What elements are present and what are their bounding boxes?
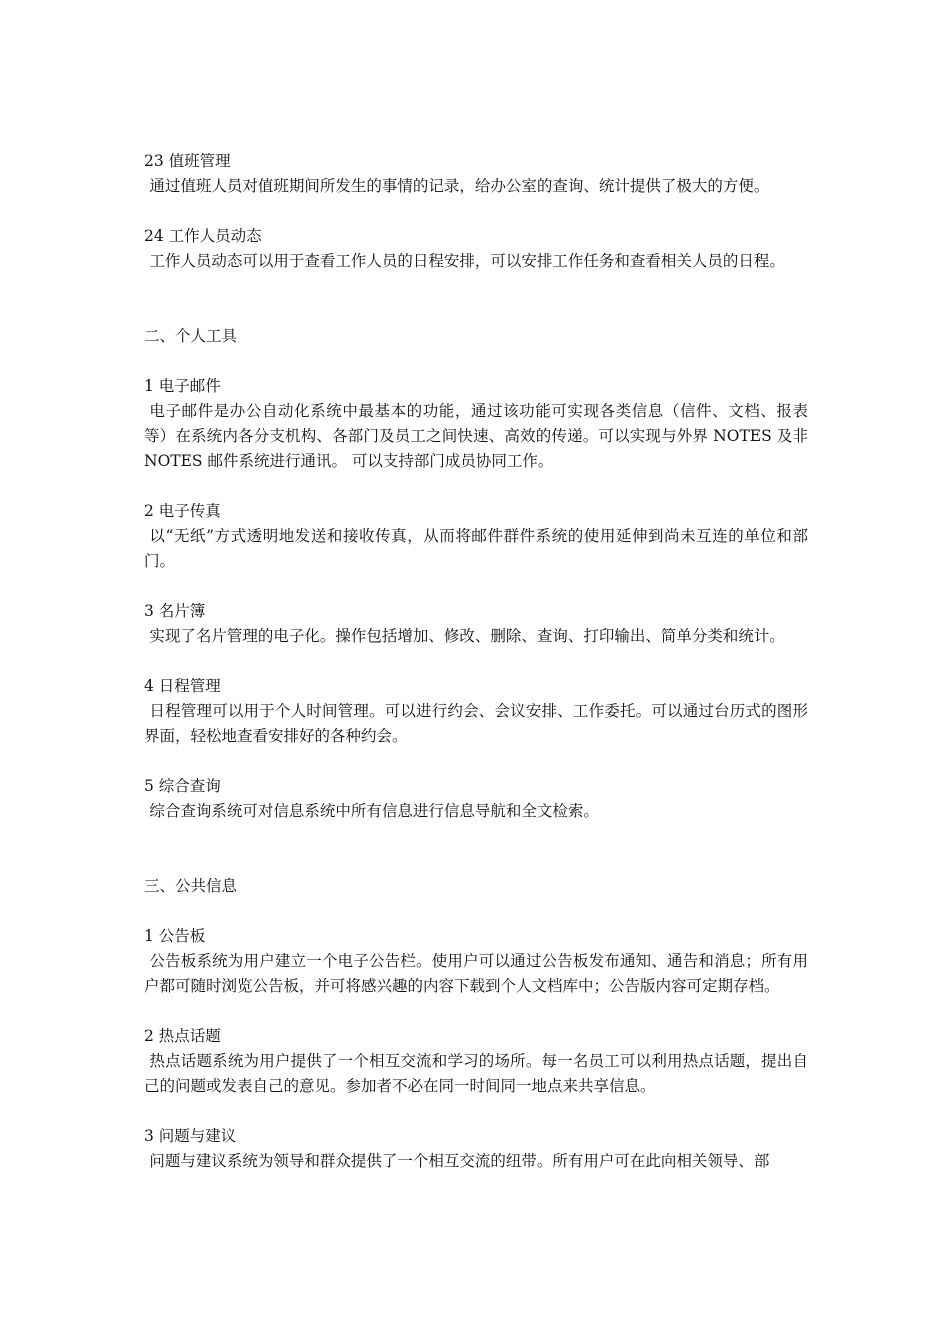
item-heading: 4 日程管理 [144,677,221,695]
item-description: 问题与建议系统为领导和群众提供了一个相互交流的纽带。所有用户可在此向相关领导、部 [149,1152,770,1170]
item-heading: 23 值班管理 [144,152,231,170]
spacer [144,274,808,324]
item-description: 实现了名片管理的电子化。操作包括增加、修改、删除、查询、打印输出、简单分类和统计。 [149,627,785,645]
item-heading: 2 热点话题 [144,1027,221,1045]
spacer [144,999,808,1024]
spacer [144,1099,808,1124]
item-description: 电子邮件是办公自动化系统中最基本的功能，通过该功能可实现各类信息（信件、文档、报表等）在系统内各分支机构、各部门及员工之间快速、高效的传递。可以实现与外界 NOTES 及非 NOTES 邮件系统进行通讯。 可以支持部门成员协同工作。 [144,402,808,470]
item-description: 以“无纸”方式透明地发送和接收传真，从而将邮件群件系统的使用延伸到尚未互连的单位和部门。 [144,527,808,570]
item-heading: 3 问题与建议 [144,1127,237,1145]
item-description: 热点话题系统为用户提供了一个相互交流和学习的场所。每一名员工可以利用热点话题，提出自己的问题或发表自己的意见。参加者不必在同一时间同一地点来共享信息。 [144,1052,808,1095]
spacer [144,899,808,924]
item-heading: 2 电子传真 [144,502,221,520]
spacer [144,824,808,874]
item-description: 日程管理可以用于个人时间管理。可以进行约会、会议安排、工作委托。可以通过台历式的图形界面，轻松地查看安排好的各种约会。 [144,702,808,745]
section-title: 二、个人工具 [144,327,238,345]
spacer [144,199,808,224]
item-heading: 1 电子邮件 [144,377,221,395]
section-title: 三、公共信息 [144,877,238,895]
item-description: 通过值班人员对值班期间所发生的事情的记录，给办公室的查询、统计提供了极大的方便。 [149,177,770,195]
item-description: 综合查询系统可对信息系统中所有信息进行信息导航和全文检索。 [149,802,599,820]
spacer [144,649,808,674]
spacer [144,349,808,374]
item-heading: 24 工作人员动态 [144,227,262,245]
spacer [144,474,808,499]
spacer [144,574,808,599]
item-description: 公告板系统为用户建立一个电子公告栏。使用户可以通过公告板发布通知、通告和消息；所有用户都可随时浏览公告板，并可将感兴趣的内容下载到个人文档库中；公告版内容可定期存档。 [144,952,808,995]
item-description: 工作人员动态可以用于查看工作人员的日程安排，可以安排工作任务和查看相关人员的日程。 [149,252,785,270]
item-heading: 5 综合查询 [144,777,221,795]
document-body [144,149,808,1174]
item-heading: 1 公告板 [144,927,206,945]
item-heading: 3 名片簿 [144,602,206,620]
spacer [144,749,808,774]
